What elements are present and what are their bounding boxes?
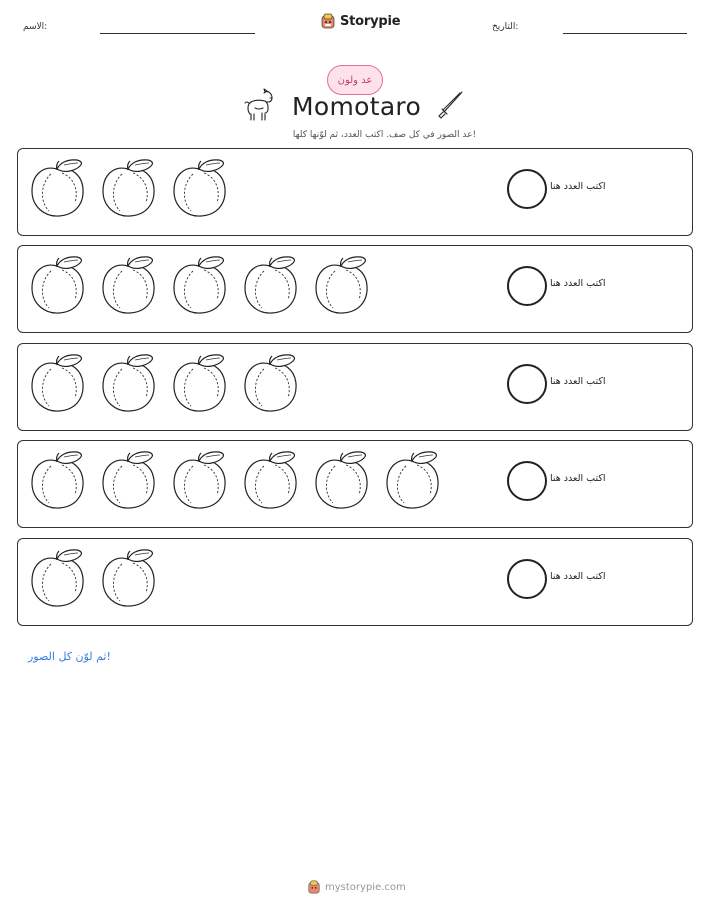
peach-icon xyxy=(100,157,157,219)
answer-circle[interactable] xyxy=(507,169,547,209)
peach-icon xyxy=(242,254,299,316)
answer-label: اكتب العدد هنا xyxy=(550,376,606,387)
peach-icon xyxy=(313,449,370,511)
peach-icon xyxy=(29,352,86,414)
answer-circle[interactable] xyxy=(507,364,547,404)
peach-group xyxy=(29,157,228,219)
peach-icon xyxy=(29,254,86,316)
counting-row xyxy=(17,440,693,528)
counting-row xyxy=(17,538,693,626)
answer-label: اكتب العدد هنا xyxy=(550,473,606,484)
storypie-logo-icon xyxy=(307,880,321,894)
peach-icon xyxy=(29,157,86,219)
instruction-text: عد الصور في كل صف. اكتب العدد، ثم لوّنها كلها! xyxy=(292,130,477,140)
brand-name: Storypie xyxy=(340,13,401,29)
answer-circle[interactable] xyxy=(507,461,547,501)
answer-circle[interactable] xyxy=(507,266,547,306)
answer-circle[interactable] xyxy=(507,559,547,599)
peach-icon xyxy=(171,254,228,316)
dog-icon xyxy=(243,88,277,122)
peach-icon xyxy=(384,449,441,511)
count-and-color-badge: عد ولون xyxy=(327,65,383,95)
peach-icon xyxy=(171,449,228,511)
peach-group xyxy=(29,352,299,414)
counting-row xyxy=(17,343,693,431)
footer-note: ثم لوّن كل الصور! xyxy=(28,650,111,663)
peach-icon xyxy=(100,547,157,609)
peach-icon xyxy=(242,352,299,414)
storypie-logo-icon xyxy=(320,13,336,29)
peach-icon xyxy=(171,157,228,219)
answer-label: اكتب العدد هنا xyxy=(550,181,606,192)
date-line[interactable] xyxy=(563,33,687,34)
peach-group xyxy=(29,449,441,511)
peach-group xyxy=(29,254,370,316)
peach-icon xyxy=(100,449,157,511)
peach-icon xyxy=(29,449,86,511)
date-label: التاريخ: xyxy=(492,22,519,32)
brand xyxy=(320,13,400,29)
peach-icon xyxy=(313,254,370,316)
answer-label: اكتب العدد هنا xyxy=(550,571,606,582)
peach-group xyxy=(29,547,157,609)
name-label: الاسم: xyxy=(23,22,48,32)
page-title: Momotaro xyxy=(292,92,422,121)
peach-icon xyxy=(171,352,228,414)
name-line[interactable] xyxy=(100,33,255,34)
sword-icon xyxy=(436,90,464,120)
peach-icon xyxy=(100,254,157,316)
answer-label: اكتب العدد هنا xyxy=(550,278,606,289)
peach-icon xyxy=(29,547,86,609)
counting-row xyxy=(17,148,693,236)
counting-row xyxy=(17,245,693,333)
footer xyxy=(307,880,406,894)
peach-icon xyxy=(100,352,157,414)
footer-site: mystorypie.com xyxy=(325,881,406,893)
peach-icon xyxy=(242,449,299,511)
